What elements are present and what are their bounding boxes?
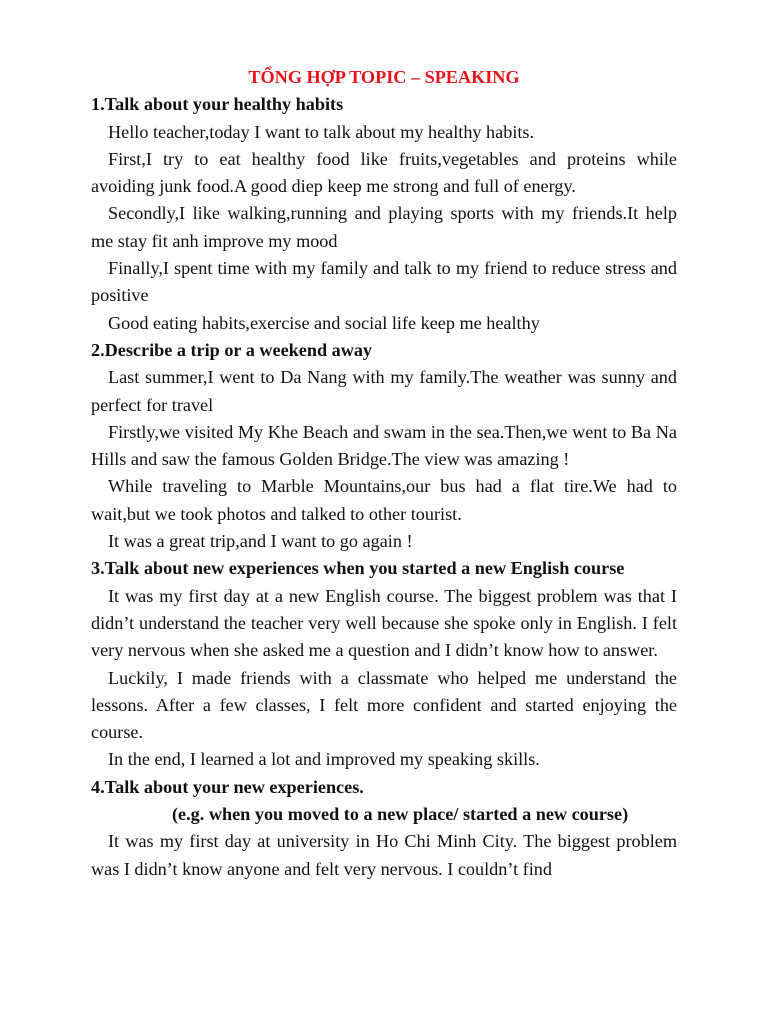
paragraph: Finally,I spent time with my family and talk to my friend to reduce stress and positive	[91, 258, 677, 306]
paragraph: It was my first day at a new English course. The biggest problem was that I didn’t understand the teacher very well because she spoke only in English. I felt very nervous when she asked me a question and I didn’t know how to answer.	[91, 585, 677, 661]
paragraph: While traveling to Marble Mountains,our bus had a flat tire.We had to wait,but we took photos and talked to other tourist.	[91, 476, 677, 524]
paragraph: Luckily, I made friends with a classmate who helped me understand the lessons. After a few classes, I felt more confident and started enjoying the course.	[91, 667, 677, 743]
paragraph: First,I try to eat healthy food like fruits,vegetables and proteins while avoiding junk food.A good diep keep me strong and full of energy.	[91, 148, 677, 197]
section-heading-4: 4.Talk about your new experiences.	[91, 776, 364, 797]
section-heading-3: 3.Talk about new experiences when you started a new English course	[91, 558, 625, 579]
paragraph: Good eating habits,exercise and social life keep me healthy	[108, 312, 540, 333]
paragraph: Secondly,I like walking,running and playing sports with my friends.It help me stay fit anh improve my mood	[91, 203, 677, 251]
paragraph: It was my first day at university in Ho Chi Minh City. The biggest problem was I didn’t know anyone and felt very nervous. I couldn’t find	[91, 831, 677, 879]
document-title: TỔNG HỢP TOPIC – SPEAKING	[248, 67, 520, 87]
section-heading-1: 1.Talk about your healthy habits	[91, 94, 344, 115]
section-heading-2: 2.Describe a trip or a weekend away	[91, 339, 373, 360]
paragraph: Firstly,we visited My Khe Beach and swam in the sea.Then,we went to Ba Na Hills and saw the famous Golden Bridge.The view was amazing !	[91, 421, 677, 470]
section-subheading-4: (e.g. when you moved to a new place/ started a new course)	[172, 804, 629, 825]
document-body	[91, 64, 677, 883]
paragraph: In the end, I learned a lot and improved my speaking skills.	[108, 749, 540, 770]
paragraph: Last summer,I went to Da Nang with my family.The weather was sunny and perfect for travel	[91, 367, 677, 415]
paragraph: Hello teacher,today I want to talk about my healthy habits.	[108, 121, 535, 142]
paragraph: It was a great trip,and I want to go again !	[108, 531, 413, 552]
